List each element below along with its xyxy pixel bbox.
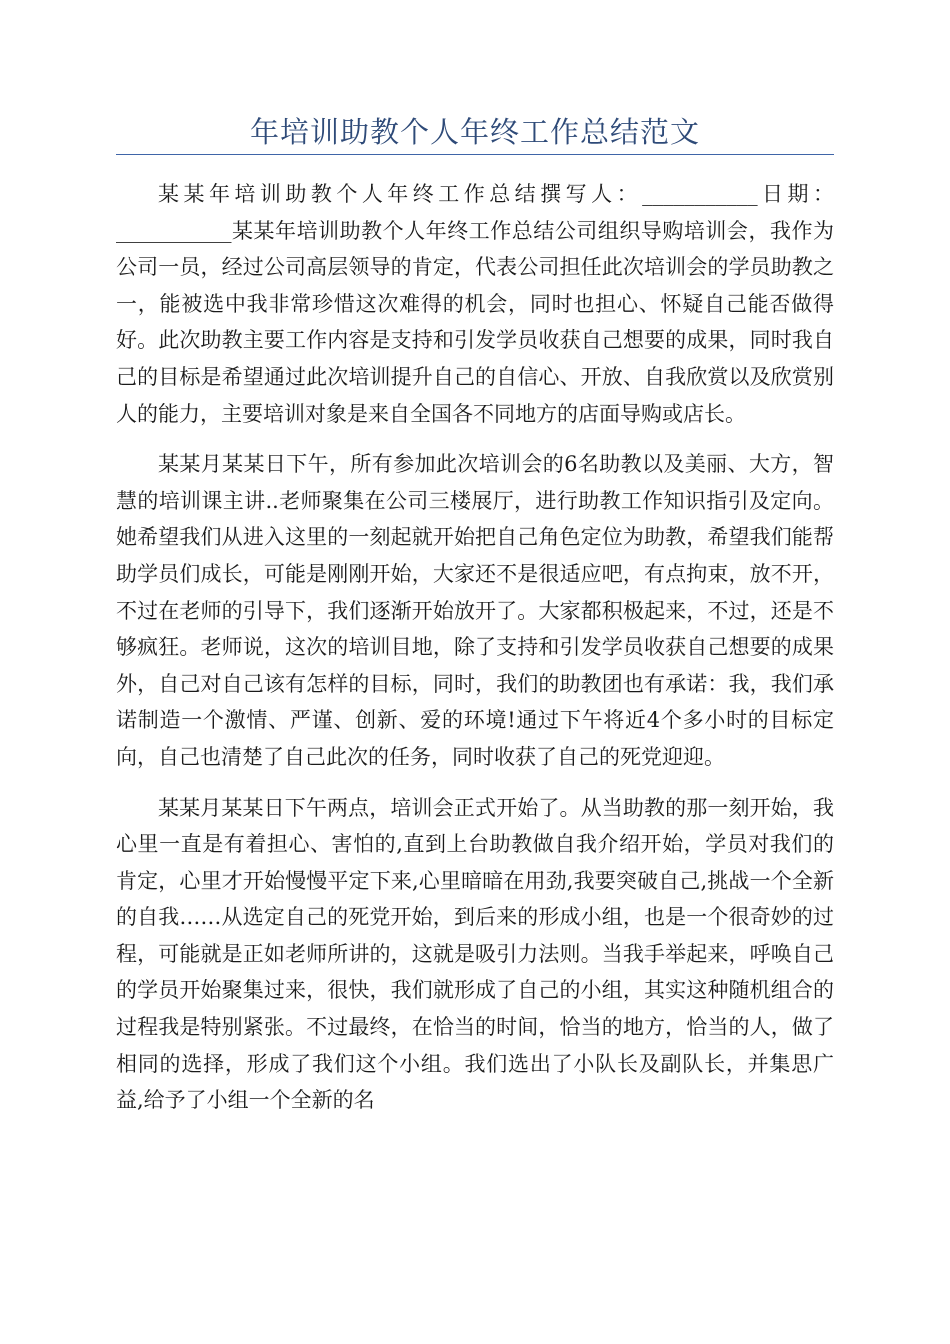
paragraph: 某某月某某日下午两点，培训会正式开始了。从当助教的那一刻开始，我心里一直是有着担心、害怕的,直到上台助教做自我介绍开始，学员对我们的肯定，心里才开始慢慢平定下来,心里暗暗在用劲,我要突破自己,挑战一个全新的自我……从选定自己的死党开始，到后来的形成小组，也是一个很奇妙的过程，可能就是正如老师所讲的，这就是吸引力法则。当我手举起来，呼唤自己的学员开始聚集过来，很快，我们就形成了自己的小组，其实这种随机组合的过程我是特别紧张。不过最终，在恰当的时间，恰当的地方，恰当的人，做了相同的选择，形成了我们这个小组。我们选出了小队长及副队长，并集思广益,给予了小组一个全新的名	[116, 795, 834, 1113]
document-title: 年培训助教个人年终工作总结范文	[249, 115, 700, 149]
paragraph: 某某月某某日下午，所有参加此次培训会的6名助教以及美丽、大方，智慧的培训课主讲..老师聚集在公司三楼展厅，进行助教工作知识指引及定向。她希望我们从进入这里的一刻起就开始把自己角色定位为助教，希望我们能帮助学员们成长，可能是刚刚开始，大家还不是很适应吧，有点拘束，放不开，不过在老师的引导下，我们逐渐开始放开了。大家都积极起来，不过，还是不够疯狂。老师说，这次的培训目地，除了支持和引发学员收获自己想要的成果外，自己对自己该有怎样的目标，同时，我们的助教团也有承诺：我，我们承诺制造一个激情、严谨、创新、爱的环境!通过下午将近4个多小时的目标定向，自己也清楚了自己此次的任务，同时收获了自己的死党迎迎。	[116, 452, 834, 769]
title-underline	[116, 154, 834, 155]
document-body	[116, 176, 834, 1133]
paragraph: 某某年培训助教个人年终工作总结撰写人：___________日期：___________某某年培训助教个人年终工作总结公司组织导购培训会，我作为公司一员，经过公司高层领导的肯定，代表公司担任此次培训会的学员助教之一，能被选中我非常珍惜这次难得的机会，同时也担心、怀疑自己能否做得好。此次助教主要工作内容是支持和引发学员收获自己想要的成果，同时我自己的目标是希望通过此次培训提升自己的自信心、开放、自我欣赏以及欣赏别人的能力，主要培训对象是来自全国各不同地方的店面导购或店长。	[116, 182, 834, 426]
